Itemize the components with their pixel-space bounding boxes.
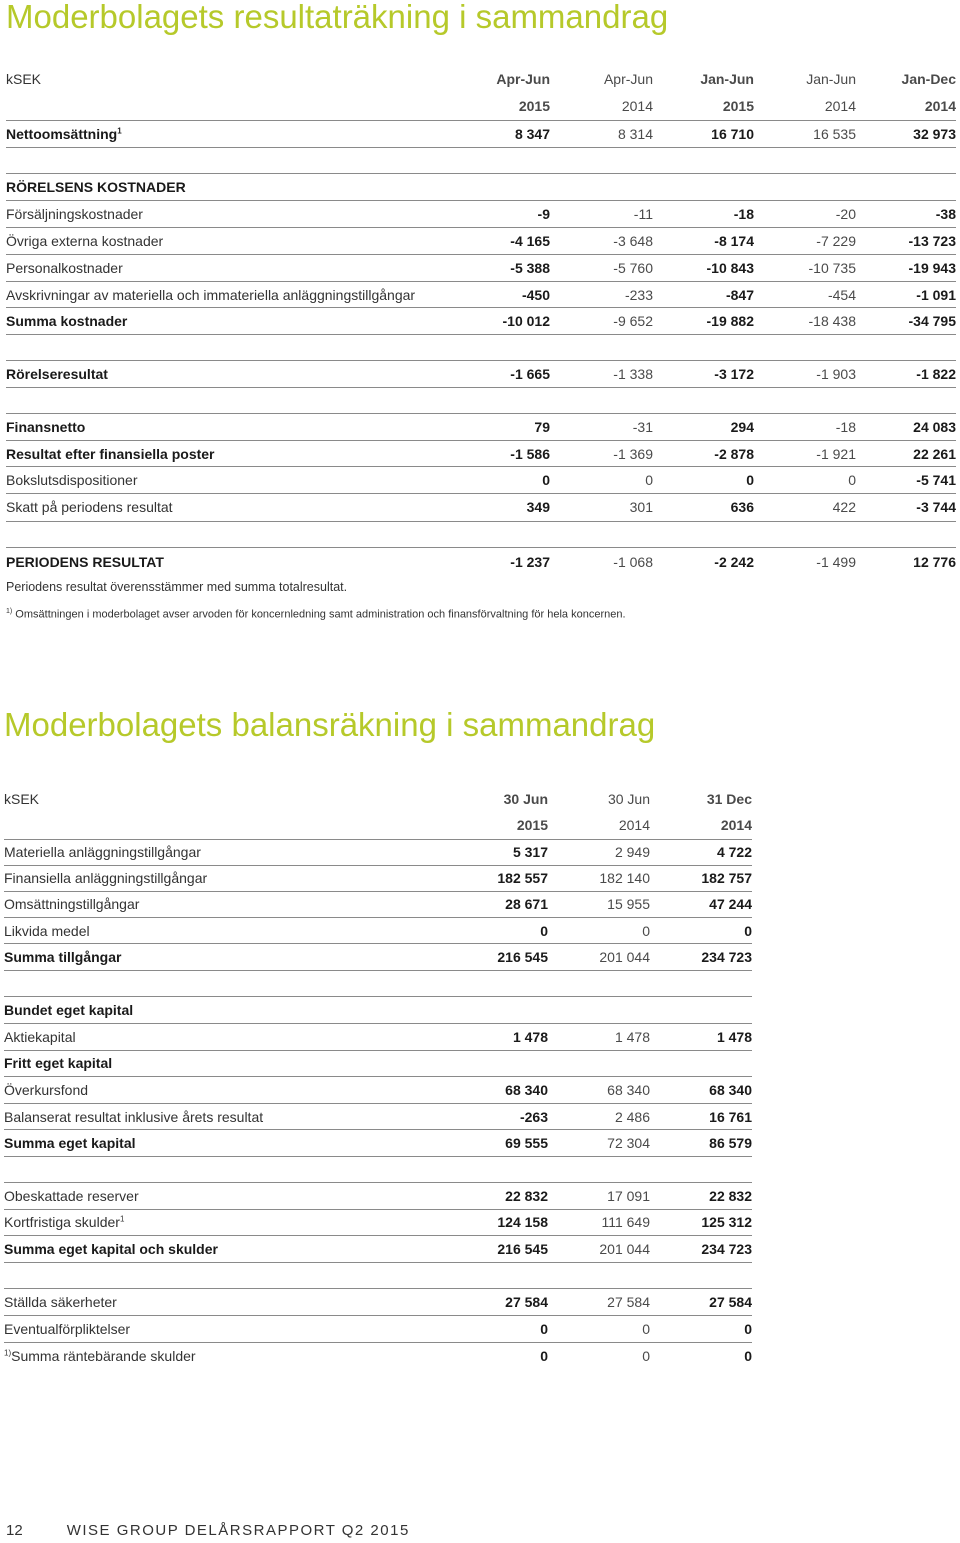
cell: 2 949 <box>614 844 650 860</box>
cell: -8 174 <box>714 233 754 249</box>
cell: -5 760 <box>613 260 653 276</box>
cell: 182 140 <box>599 870 650 886</box>
cell: 0 <box>746 472 754 488</box>
cell: -18 <box>733 206 754 222</box>
row-label: Balanserat resultat inklusive årets resultat <box>4 1109 264 1125</box>
cell: -1 068 <box>613 554 653 570</box>
cell: 68 340 <box>709 1082 752 1098</box>
cell: -2 242 <box>714 554 754 570</box>
row-tangible-assets <box>4 839 752 865</box>
cell: 0 <box>848 472 856 488</box>
footnote-ref: 1 <box>117 126 122 136</box>
col-year: 2014 <box>720 817 752 833</box>
row-label: Rörelseresultat <box>6 366 108 382</box>
balance-year-row <box>4 812 752 838</box>
cell: 1 478 <box>716 1029 752 1045</box>
cell: 8 347 <box>514 126 550 142</box>
col-year: 2014 <box>924 98 956 114</box>
row-label: Resultat efter finansiella poster <box>6 446 215 462</box>
cell: 0 <box>642 1321 650 1337</box>
cell: -10 843 <box>706 260 754 276</box>
cell: -1 338 <box>613 366 653 382</box>
page-number: 12 <box>6 1522 23 1539</box>
section-heading <box>4 1050 752 1076</box>
cell: 17 091 <box>607 1188 650 1204</box>
row-financial-net <box>6 414 956 440</box>
row-label: RÖRELSENS KOSTNADER <box>6 179 186 195</box>
cell: 69 555 <box>505 1135 548 1151</box>
row-pledged-assets <box>4 1289 752 1315</box>
cell: 0 <box>744 923 752 939</box>
cell: -31 <box>632 419 653 435</box>
divider <box>6 521 956 522</box>
cell: -19 882 <box>706 313 754 329</box>
cell: -18 <box>835 419 856 435</box>
cell: 0 <box>540 1321 548 1337</box>
row-label: Bokslutsdispositioner <box>6 472 138 488</box>
footer-text: WISE GROUP DELÅRSRAPPORT Q2 2015 <box>66 1522 410 1539</box>
cell: -1 586 <box>510 446 550 462</box>
cell: -7 229 <box>816 233 856 249</box>
row-depreciation <box>6 282 956 308</box>
cell: 72 304 <box>607 1135 650 1151</box>
cell: -1 665 <box>510 366 550 382</box>
col-year: 2015 <box>516 817 548 833</box>
row-share-capital <box>4 1024 752 1050</box>
row-result-after-financial <box>6 441 956 467</box>
cell: -38 <box>935 206 956 222</box>
cell: 125 312 <box>701 1214 752 1230</box>
cell: 294 <box>730 419 754 435</box>
cell: 0 <box>744 1348 752 1364</box>
footnote <box>6 608 626 621</box>
divider <box>4 1156 752 1157</box>
col-year: 2015 <box>722 98 754 114</box>
row-label: Obeskattade reserver <box>4 1188 139 1204</box>
cell: 0 <box>744 1321 752 1337</box>
col-header: Apr-Jun <box>603 71 653 87</box>
col-header: 31 Dec <box>706 791 752 807</box>
row-tax <box>6 494 956 520</box>
col-header: Jan-Jun <box>700 71 754 87</box>
divider <box>6 547 956 548</box>
cell: -4 165 <box>510 233 550 249</box>
result-note: Periodens resultat överensstämmer med summa totalresultat. <box>6 580 348 594</box>
row-total-assets <box>4 944 752 970</box>
unit-label: kSEK <box>4 791 40 807</box>
row-label: Aktiekapital <box>4 1029 76 1045</box>
cell: 349 <box>526 499 550 515</box>
cell: 234 723 <box>701 1241 752 1257</box>
row-label: Kortfristiga skulder <box>4 1214 120 1230</box>
cell: -13 723 <box>908 233 956 249</box>
cell: 47 244 <box>709 896 752 912</box>
row-label: Ställda säkerheter <box>4 1294 117 1310</box>
cell: 22 261 <box>913 446 956 462</box>
cell: 16 761 <box>709 1109 752 1125</box>
footnote-ref: 1 <box>119 1214 125 1224</box>
cell: -1 091 <box>916 287 956 303</box>
col-header: Jan-Jun <box>806 71 856 87</box>
col-header: 30 Jun <box>503 791 548 807</box>
cell: -454 <box>827 287 856 303</box>
cell: -1 237 <box>510 554 550 570</box>
cell: 216 545 <box>497 949 548 965</box>
cell: -847 <box>725 287 754 303</box>
row-period-result <box>6 549 956 575</box>
row-label: Finansiella anläggningstillgångar <box>4 870 208 886</box>
cell: 79 <box>534 419 550 435</box>
cell: -2 878 <box>714 446 754 462</box>
row-other-external <box>6 228 956 254</box>
cell: -10 735 <box>808 260 856 276</box>
divider <box>6 147 956 148</box>
cell: 16 710 <box>711 126 754 142</box>
cell: -1 369 <box>613 446 653 462</box>
cell: 182 757 <box>701 870 752 886</box>
row-label: Summa eget kapital <box>4 1135 136 1151</box>
cell: 182 557 <box>497 870 548 886</box>
row-short-term-debt <box>4 1209 752 1235</box>
row-label: Finansnetto <box>6 419 86 435</box>
row-retained-earnings <box>4 1104 752 1130</box>
cell: 0 <box>542 472 550 488</box>
row-contingent-liabilities <box>4 1316 752 1342</box>
col-header: Apr-Jun <box>496 71 550 87</box>
cell: 12 776 <box>913 554 956 570</box>
cell: 111 649 <box>601 1214 650 1230</box>
cell: 0 <box>540 923 548 939</box>
cell: 0 <box>645 472 653 488</box>
cell: 15 955 <box>607 896 650 912</box>
col-header: 30 Jun <box>607 791 650 807</box>
cell: -3 648 <box>613 233 653 249</box>
row-label: Summa räntebärande skulder <box>11 1348 196 1364</box>
cell: 68 340 <box>607 1082 650 1098</box>
divider <box>6 387 956 388</box>
footnote-ref: 1) <box>4 1348 12 1358</box>
row-label: Eventualförpliktelser <box>4 1321 131 1337</box>
balance-title: Moderbolagets balansräkning i sammandrag <box>4 706 656 743</box>
cell: -5 741 <box>916 472 956 488</box>
col-year: 2014 <box>824 98 856 114</box>
row-label: Fritt eget kapital <box>4 1055 113 1071</box>
divider <box>4 970 752 971</box>
cell: -1 499 <box>816 554 856 570</box>
cell: -19 943 <box>908 260 956 276</box>
cell: -1 903 <box>816 366 856 382</box>
row-total-equity-liabilities <box>4 1236 752 1262</box>
cell: 0 <box>540 1348 548 1364</box>
col-year: 2015 <box>518 98 550 114</box>
row-sales-costs <box>6 201 956 227</box>
col-year: 2014 <box>618 817 650 833</box>
col-header: Jan-Dec <box>901 71 956 87</box>
cell: 201 044 <box>599 949 650 965</box>
cell: -1 822 <box>916 366 956 382</box>
cell: 124 158 <box>497 1214 548 1230</box>
row-label: Summa tillgångar <box>4 949 122 965</box>
row-total-costs <box>6 308 956 334</box>
row-operating-result <box>6 361 956 387</box>
row-label: Försäljningskostnader <box>6 206 143 222</box>
cell: -233 <box>624 287 653 303</box>
row-label: Avskrivningar av materiella och immateriella anläggningstillgångar <box>6 287 416 303</box>
row-label: Överkursfond <box>4 1082 89 1098</box>
cell: 0 <box>642 1348 650 1364</box>
unit-label: kSEK <box>6 71 42 87</box>
section-heading <box>6 174 956 200</box>
row-cash <box>4 918 752 944</box>
row-label: Övriga externa kostnader <box>6 233 164 249</box>
cell: 216 545 <box>497 1241 548 1257</box>
row-label: Personalkostnader <box>6 260 123 276</box>
cell: 32 973 <box>913 126 956 142</box>
divider <box>6 334 956 335</box>
income-header-row <box>6 66 956 92</box>
cell: 1 478 <box>512 1029 548 1045</box>
cell: -9 <box>537 206 550 222</box>
row-current-assets <box>4 891 752 917</box>
cell: 4 722 <box>716 844 752 860</box>
cell: 5 317 <box>512 844 548 860</box>
balance-header-row <box>4 786 752 812</box>
cell: -20 <box>835 206 856 222</box>
cell: -10 012 <box>502 313 550 329</box>
footnote-mark: 1) <box>6 608 13 615</box>
cell: 27 584 <box>607 1294 650 1310</box>
cell: -1 921 <box>816 446 856 462</box>
cell: 2 486 <box>614 1109 650 1125</box>
cell: -5 388 <box>510 260 550 276</box>
cell: -9 652 <box>613 313 653 329</box>
cell: 22 832 <box>505 1188 548 1204</box>
cell: 8 314 <box>617 126 653 142</box>
row-label: Bundet eget kapital <box>4 1002 134 1018</box>
row-personnel <box>6 255 956 281</box>
cell: 68 340 <box>505 1082 548 1098</box>
page-footer <box>6 1522 410 1539</box>
row-interest-bearing-debt <box>4 1343 752 1369</box>
cell: 1 478 <box>614 1029 650 1045</box>
income-title: Moderbolagets resultaträkning i sammandrag <box>6 0 669 35</box>
cell: 234 723 <box>701 949 752 965</box>
row-appropriations <box>6 467 956 493</box>
cell: 636 <box>730 499 754 515</box>
row-net-sales <box>6 121 956 147</box>
income-year-row <box>6 93 956 119</box>
divider <box>4 1262 752 1263</box>
cell: 0 <box>642 923 650 939</box>
cell: 24 083 <box>913 419 956 435</box>
row-label: Summa eget kapital och skulder <box>4 1241 218 1257</box>
cell: 422 <box>832 499 856 515</box>
cell: -11 <box>633 206 653 222</box>
cell: 201 044 <box>599 1241 650 1257</box>
row-label: Omsättningstillgångar <box>4 896 140 912</box>
cell: 27 584 <box>505 1294 548 1310</box>
row-label: Likvida medel <box>4 923 90 939</box>
cell: 28 671 <box>505 896 548 912</box>
cell: -18 438 <box>808 313 856 329</box>
row-label: Materiella anläggningstillgångar <box>4 844 201 860</box>
cell: -263 <box>519 1109 548 1125</box>
cell: 86 579 <box>709 1135 752 1151</box>
cell: -34 795 <box>908 313 956 329</box>
row-label: Nettoomsättning <box>6 126 118 142</box>
row-share-premium <box>4 1077 752 1103</box>
cell: 22 832 <box>709 1188 752 1204</box>
row-financial-assets <box>4 865 752 891</box>
cell: 16 535 <box>813 126 856 142</box>
cell: -450 <box>521 287 550 303</box>
cell: -3 172 <box>714 366 754 382</box>
row-label: Summa kostnader <box>6 313 128 329</box>
col-year: 2014 <box>621 98 653 114</box>
cell: 27 584 <box>709 1294 752 1310</box>
cell: -3 744 <box>916 499 956 515</box>
cell: 301 <box>629 499 653 515</box>
section-heading <box>4 997 752 1023</box>
row-label: Skatt på periodens resultat <box>6 499 173 515</box>
footnote-text: Omsättningen i moderbolaget avser arvoden för koncernledning samt administration och finansförvaltning för hela koncernen. <box>15 608 626 621</box>
row-label: PERIODENS RESULTAT <box>6 554 164 570</box>
row-total-equity <box>4 1130 752 1156</box>
row-untaxed-reserves <box>4 1183 752 1209</box>
